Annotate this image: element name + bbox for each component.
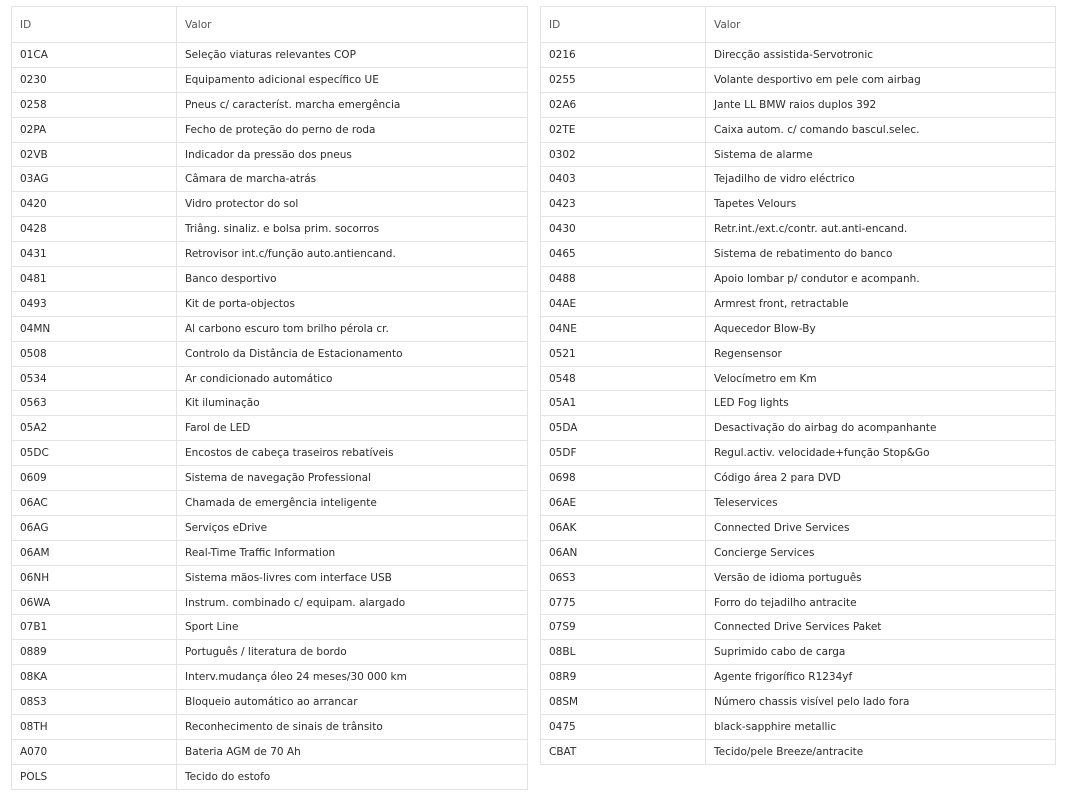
table-row <box>541 291 1056 316</box>
table-row <box>541 267 1056 292</box>
option-id-cell: 04AE <box>541 291 706 316</box>
option-value-cell: Tecido do estofo <box>177 764 528 789</box>
option-id-cell: 08KA <box>12 665 177 690</box>
option-value-cell: Indicador da pressão dos pneus <box>177 142 528 167</box>
table-row <box>12 92 528 117</box>
table-row <box>12 441 528 466</box>
option-id-cell: 05DF <box>541 441 706 466</box>
table-row <box>541 565 1056 590</box>
column-header-id: ID <box>541 7 706 43</box>
option-id-cell: 08BL <box>541 640 706 665</box>
table-row <box>12 416 528 441</box>
option-value-cell: Real-Time Traffic Information <box>177 540 528 565</box>
option-value-cell: Regensensor <box>706 341 1056 366</box>
table-row <box>12 192 528 217</box>
table-row <box>12 764 528 789</box>
option-id-cell: 0230 <box>12 67 177 92</box>
option-id-cell: 0258 <box>12 92 177 117</box>
table-row <box>12 590 528 615</box>
option-value-cell: Kit de porta-objectos <box>177 291 528 316</box>
table-row <box>12 67 528 92</box>
option-id-cell: 0431 <box>12 242 177 267</box>
option-id-cell: 05A2 <box>12 416 177 441</box>
option-value-cell: Chamada de emergência inteligente <box>177 491 528 516</box>
table-row <box>541 142 1056 167</box>
table-row <box>12 316 528 341</box>
option-id-cell: 08SM <box>541 690 706 715</box>
option-value-cell: Sistema de navegação Professional <box>177 466 528 491</box>
option-id-cell: 05DA <box>541 416 706 441</box>
table-row <box>541 217 1056 242</box>
option-id-cell: 01CA <box>12 43 177 68</box>
table-row <box>541 640 1056 665</box>
option-value-cell: Forro do tejadilho antracite <box>706 590 1056 615</box>
table-row <box>12 690 528 715</box>
option-id-cell: 0609 <box>12 466 177 491</box>
table-row <box>12 540 528 565</box>
option-value-cell: Equipamento adicional específico UE <box>177 67 528 92</box>
option-value-cell: Tecido/pele Breeze/antracite <box>706 739 1056 764</box>
option-value-cell: Connected Drive Services <box>706 515 1056 540</box>
option-id-cell: 07S9 <box>541 615 706 640</box>
option-id-cell: 04NE <box>541 316 706 341</box>
option-value-cell: Sport Line <box>177 615 528 640</box>
option-id-cell: 08S3 <box>12 690 177 715</box>
table-row <box>541 391 1056 416</box>
option-value-cell: Velocímetro em Km <box>706 366 1056 391</box>
option-value-cell: Armrest front, retractable <box>706 291 1056 316</box>
option-id-cell: 0465 <box>541 242 706 267</box>
option-id-cell: 03AG <box>12 167 177 192</box>
table-row <box>12 43 528 68</box>
table-row <box>12 267 528 292</box>
option-id-cell: 06AK <box>541 515 706 540</box>
table-row <box>541 441 1056 466</box>
option-id-cell: 0430 <box>541 217 706 242</box>
table-row <box>12 640 528 665</box>
option-value-cell: LED Fog lights <box>706 391 1056 416</box>
option-value-cell: Volante desportivo em pele com airbag <box>706 67 1056 92</box>
option-value-cell: Reconhecimento de sinais de trânsito <box>177 715 528 740</box>
option-value-cell: Tejadilho de vidro eléctrico <box>706 167 1056 192</box>
option-value-cell: Banco desportivo <box>177 267 528 292</box>
table-row <box>12 167 528 192</box>
option-value-cell: Sistema de rebatimento do banco <box>706 242 1056 267</box>
option-id-cell: 0521 <box>541 341 706 366</box>
option-value-cell: Aquecedor Blow-By <box>706 316 1056 341</box>
option-value-cell: Apoio lombar p/ condutor e acompanh. <box>706 267 1056 292</box>
table-row <box>12 117 528 142</box>
option-id-cell: 04MN <box>12 316 177 341</box>
option-id-cell: 0302 <box>541 142 706 167</box>
option-id-cell: 06WA <box>12 590 177 615</box>
table-row <box>12 665 528 690</box>
option-value-cell: Concierge Services <box>706 540 1056 565</box>
table-row <box>541 316 1056 341</box>
option-value-cell: Desactivação do airbag do acompanhante <box>706 416 1056 441</box>
table-row <box>541 615 1056 640</box>
option-id-cell: 0548 <box>541 366 706 391</box>
table-row <box>12 715 528 740</box>
option-value-cell: Bloqueio automático ao arrancar <box>177 690 528 715</box>
option-value-cell: Jante LL BMW raios duplos 392 <box>706 92 1056 117</box>
table-row <box>12 291 528 316</box>
table-row <box>12 217 528 242</box>
option-id-cell: 0481 <box>12 267 177 292</box>
option-value-cell: Código área 2 para DVD <box>706 466 1056 491</box>
option-id-cell: 05A1 <box>541 391 706 416</box>
option-value-cell: Fecho de proteção do perno de roda <box>177 117 528 142</box>
option-id-cell: 0508 <box>12 341 177 366</box>
option-id-cell: 08TH <box>12 715 177 740</box>
option-value-cell: Versão de idioma português <box>706 565 1056 590</box>
option-value-cell: Seleção viaturas relevantes COP <box>177 43 528 68</box>
option-value-cell: Instrum. combinado c/ equipam. alargado <box>177 590 528 615</box>
option-value-cell: Al carbono escuro tom brilho pérola cr. <box>177 316 528 341</box>
table-row <box>541 690 1056 715</box>
option-id-cell: 0428 <box>12 217 177 242</box>
table-row <box>541 192 1056 217</box>
table-row <box>12 565 528 590</box>
option-value-cell: Sistema mãos-livres com interface USB <box>177 565 528 590</box>
option-id-cell: A070 <box>12 739 177 764</box>
option-value-cell: Agente frigorífico R1234yf <box>706 665 1056 690</box>
option-id-cell: 0475 <box>541 715 706 740</box>
option-id-cell: 0534 <box>12 366 177 391</box>
option-id-cell: 0216 <box>541 43 706 68</box>
options-table-right <box>540 6 1056 765</box>
option-value-cell: Sistema de alarme <box>706 142 1056 167</box>
option-value-cell: Suprimido cabo de carga <box>706 640 1056 665</box>
option-value-cell: Controlo da Distância de Estacionamento <box>177 341 528 366</box>
table-row <box>541 67 1056 92</box>
option-value-cell: Caixa autom. c/ comando bascul.selec. <box>706 117 1056 142</box>
option-id-cell: 05DC <box>12 441 177 466</box>
table-header-row <box>541 7 1056 43</box>
table-row <box>12 515 528 540</box>
option-value-cell: Número chassis visível pelo lado fora <box>706 690 1056 715</box>
table-row <box>12 242 528 267</box>
option-value-cell: Vidro protector do sol <box>177 192 528 217</box>
option-id-cell: CBAT <box>541 739 706 764</box>
option-id-cell: 0255 <box>541 67 706 92</box>
table-row <box>541 665 1056 690</box>
option-value-cell: Connected Drive Services Paket <box>706 615 1056 640</box>
option-value-cell: black-sapphire metallic <box>706 715 1056 740</box>
table-row <box>541 43 1056 68</box>
option-id-cell: 02PA <box>12 117 177 142</box>
table-row <box>541 92 1056 117</box>
option-id-cell: 02A6 <box>541 92 706 117</box>
table-row <box>541 167 1056 192</box>
option-value-cell: Encostos de cabeça traseiros rebatíveis <box>177 441 528 466</box>
table-row <box>541 341 1056 366</box>
table-row <box>541 466 1056 491</box>
option-id-cell: POLS <box>12 764 177 789</box>
option-id-cell: 06S3 <box>541 565 706 590</box>
table-row <box>12 739 528 764</box>
option-id-cell: 0423 <box>541 192 706 217</box>
option-id-cell: 06AE <box>541 491 706 516</box>
table-row <box>541 491 1056 516</box>
table-row <box>12 491 528 516</box>
table-row <box>541 590 1056 615</box>
option-id-cell: 0889 <box>12 640 177 665</box>
table-row <box>541 540 1056 565</box>
option-value-cell: Pneus c/ característ. marcha emergência <box>177 92 528 117</box>
option-id-cell: 06AC <box>12 491 177 516</box>
option-value-cell: Serviços eDrive <box>177 515 528 540</box>
option-id-cell: 06NH <box>12 565 177 590</box>
option-value-cell: Retrovisor int.c/função auto.antiencand. <box>177 242 528 267</box>
option-id-cell: 0775 <box>541 590 706 615</box>
table-header-row <box>12 7 528 43</box>
table-row <box>541 117 1056 142</box>
option-id-cell: 0563 <box>12 391 177 416</box>
options-table-left <box>11 6 528 790</box>
table-row <box>12 366 528 391</box>
table-row <box>541 366 1056 391</box>
table-row <box>12 341 528 366</box>
column-header-valor: Valor <box>706 7 1056 43</box>
option-id-cell: 02VB <box>12 142 177 167</box>
option-id-cell: 06AN <box>541 540 706 565</box>
option-value-cell: Direcção assistida-Servotronic <box>706 43 1056 68</box>
option-value-cell: Bateria AGM de 70 Ah <box>177 739 528 764</box>
option-value-cell: Farol de LED <box>177 416 528 441</box>
table-row <box>541 715 1056 740</box>
column-header-id: ID <box>12 7 177 43</box>
option-value-cell: Tapetes Velours <box>706 192 1056 217</box>
option-id-cell: 07B1 <box>12 615 177 640</box>
option-id-cell: 0493 <box>12 291 177 316</box>
option-id-cell: 0698 <box>541 466 706 491</box>
table-row <box>12 142 528 167</box>
table-row <box>12 391 528 416</box>
option-value-cell: Interv.mudança óleo 24 meses/30 000 km <box>177 665 528 690</box>
option-id-cell: 0488 <box>541 267 706 292</box>
table-row <box>541 416 1056 441</box>
option-value-cell: Câmara de marcha-atrás <box>177 167 528 192</box>
option-value-cell: Regul.activ. velocidade+função Stop&Go <box>706 441 1056 466</box>
option-id-cell: 08R9 <box>541 665 706 690</box>
table-row <box>12 615 528 640</box>
option-value-cell: Kit iluminação <box>177 391 528 416</box>
option-id-cell: 06AG <box>12 515 177 540</box>
option-id-cell: 0420 <box>12 192 177 217</box>
option-value-cell: Ar condicionado automático <box>177 366 528 391</box>
column-header-valor: Valor <box>177 7 528 43</box>
option-id-cell: 06AM <box>12 540 177 565</box>
option-id-cell: 0403 <box>541 167 706 192</box>
table-row <box>541 242 1056 267</box>
table-row <box>541 515 1056 540</box>
table-row <box>12 466 528 491</box>
option-value-cell: Retr.int./ext.c/contr. aut.anti-encand. <box>706 217 1056 242</box>
option-value-cell: Português / literatura de bordo <box>177 640 528 665</box>
option-value-cell: Teleservices <box>706 491 1056 516</box>
option-id-cell: 02TE <box>541 117 706 142</box>
option-value-cell: Triâng. sinaliz. e bolsa prim. socorros <box>177 217 528 242</box>
table-row <box>541 739 1056 764</box>
